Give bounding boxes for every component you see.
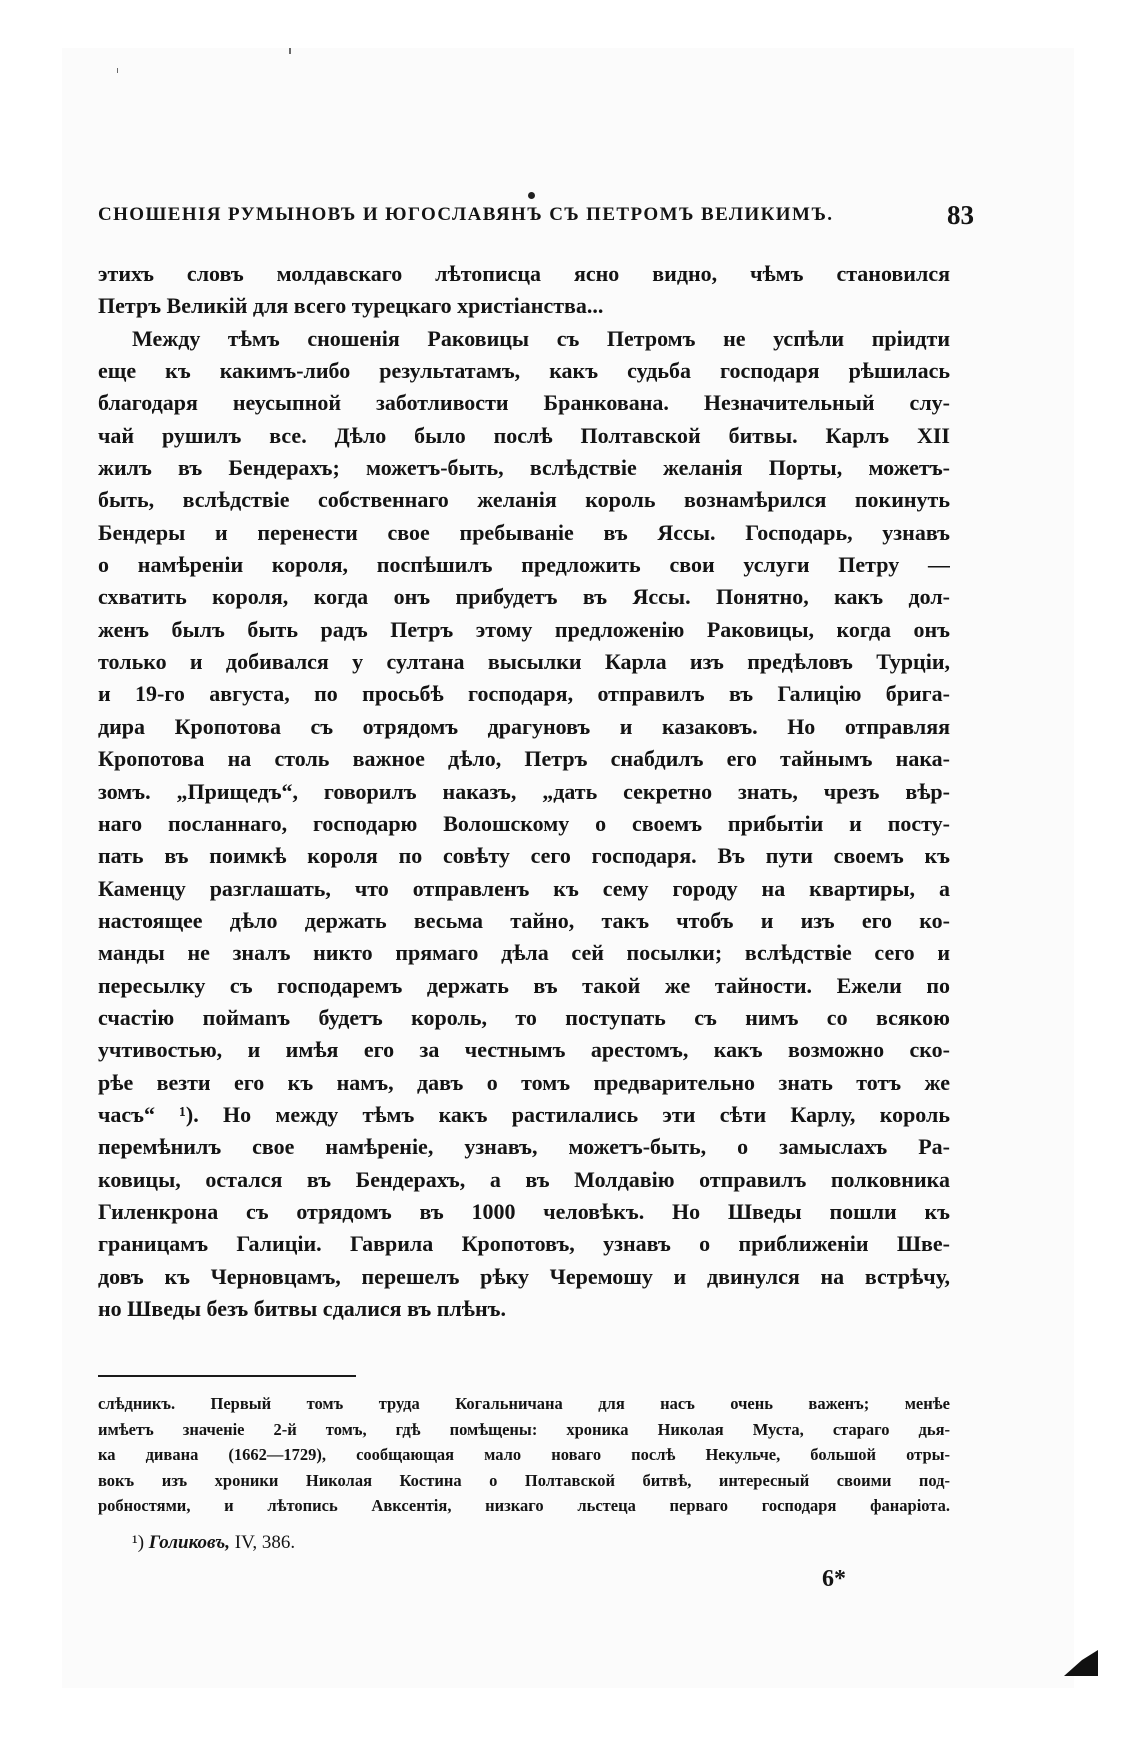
text-line: пать въ поимкѣ короля по совѣту сего господаря. Въ пути своемъ къ [98,843,950,869]
running-head: СНОШЕНІЯ РУМЫНОВЪ И ЮГОСЛАВЯНЪ СЪ ПЕТРОМЪ ВЕЛИКИМЪ. [98,204,834,225]
footnote-line: робностями, и лѣтопись Авксентія, низкаго льстеца перваго господаря фанаріота. [98,1496,950,1515]
text-line: быть, вслѣдствіе собственнаго желанія король вознамѣрился покинуть [98,487,950,513]
text-line: Петръ Великій для всего турецкаго христіанства... [98,293,604,319]
ink-dot [528,192,535,199]
text-line: еще къ какимъ-либо результатамъ, какъ судьба господаря рѣшилась [98,358,950,384]
footnotes [98,1391,950,1519]
footnote-reference [132,1532,295,1554]
footnote-location: IV, 386. [234,1532,296,1553]
text-line: о намѣреніи короля, поспѣшилъ предложить свои услуги Петру — [98,552,950,578]
footnote-line: имѣетъ значеніе 2-й томъ, гдѣ помѣщены: хроника Николая Муста, стараго дья- [98,1419,950,1439]
footnote-author: Голиковъ, [148,1532,231,1553]
text-line: часъ“ ¹). Но между тѣмъ какъ растилались эти сѣти Карлу, король [98,1101,950,1127]
text-line: Бендеры и перенести свое пребываніе въ Яссы. Господарь, узнавъ [98,519,950,545]
text-line: учтивостью, и имѣя его за честнымъ арестомъ, какъ возможно ско- [98,1037,950,1063]
text-line: наго посланнаго, господарю Волошскому о своемъ прибытіи и посту- [98,810,950,836]
text-line: этихъ словъ молдавскаго лѣтописца ясно видно, чѣмъ становился [98,261,950,286]
scan-speck [289,48,291,54]
page-number: 83 [947,200,974,230]
text-line: жилъ въ Бендерахъ; можетъ-быть, вслѣдствіе желанія Порты, можетъ- [98,455,950,481]
text-line: Между тѣмъ сношенія Раковицы съ Петромъ не успѣли пріидти [132,325,950,351]
page-header [98,200,980,234]
text-line: ковицы, остался въ Бендерахъ, а въ Молдавію отправилъ полковника [98,1166,950,1192]
footnote-line: ка дивана (1662—1729), сообщающая мало новаго послѣ Некульче, большой отры- [98,1445,950,1464]
text-line: манды не зналъ никто прямаго дѣла сей посылки; вслѣдствіе сего и [98,940,950,966]
text-line: Каменцу разглашать, что отправленъ къ сему городу на квартиры, а [98,875,950,901]
text-line: перемѣнилъ свое намѣреніе, узнавъ, можетъ-быть, о замыслахъ Ра- [98,1134,950,1160]
text-line: схватить короля, когда онъ прибудетъ въ Яссы. Понятно, какъ дол- [98,584,950,610]
text-line: Кропотова на столь важное дѣло, Петръ снабдилъ его тайнымъ нака- [98,746,950,772]
text-line: но Шведы безъ битвы сдалися въ плѣнъ. [98,1296,506,1321]
page-corner-mark [1064,1650,1098,1676]
main-text [98,258,950,1325]
scan-speck [117,68,118,73]
text-line: довъ къ Черновцамъ, перешелъ рѣку Черемошу и двинулся на встрѣчу, [98,1263,950,1289]
text-line: границамъ Галиціи. Гаврила Кропотовъ, узнавъ о приближеніи Шве- [98,1231,950,1257]
text-line: женъ былъ быть радъ Петръ этому предложенію Раковицы, когда онъ [98,616,950,642]
footnote-line: вокъ изъ хроники Николая Костина о Полтавской битвѣ, интересный своими под- [98,1470,950,1490]
footnote-mark: ¹) [132,1532,145,1553]
text-line: дира Кропотова съ отрядомъ драгуновъ и казаковъ. Но отправляя [98,713,950,739]
footnote-line: слѣдникъ. Первый томъ труда Когальничана для насъ очень важенъ; менѣе [98,1394,950,1413]
text-line: только и добивался у султана высылки Карла изъ предѣловъ Турціи, [98,649,950,675]
text-line: Гиленкрона съ отрядомъ въ 1000 человѣкъ. Но Шведы пошли къ [98,1198,950,1224]
text-line: и 19-го августа, по просьбѣ господаря, отправилъ въ Галицію бригa- [98,681,950,707]
text-line: пересылку съ господаремъ держать въ такой же тайности. Ежели по [98,972,950,998]
text-line: настоящее дѣло держать весьма тайно, такъ чтобъ и изъ его ко- [98,907,950,933]
signature-mark: 6* [822,1566,846,1592]
text-line: благодаря неусыпной заботливости Бранкована. Незначительный слу- [98,390,950,416]
footnote-rule [98,1375,356,1377]
text-line: счастію поймanъ будетъ король, то поступать съ нимъ со всякою [98,1004,950,1030]
text-line: чай рушилъ все. Дѣло было послѣ Полтавской битвы. Карлъ XII [98,422,950,448]
text-line: рѣе везти его къ намъ, давъ о томъ предварительно знать тотъ же [98,1069,950,1095]
text-line: зомъ. „Прищедъ“, говорилъ наказъ, „дать секретно знать, чрезъ вѣр- [98,778,950,804]
